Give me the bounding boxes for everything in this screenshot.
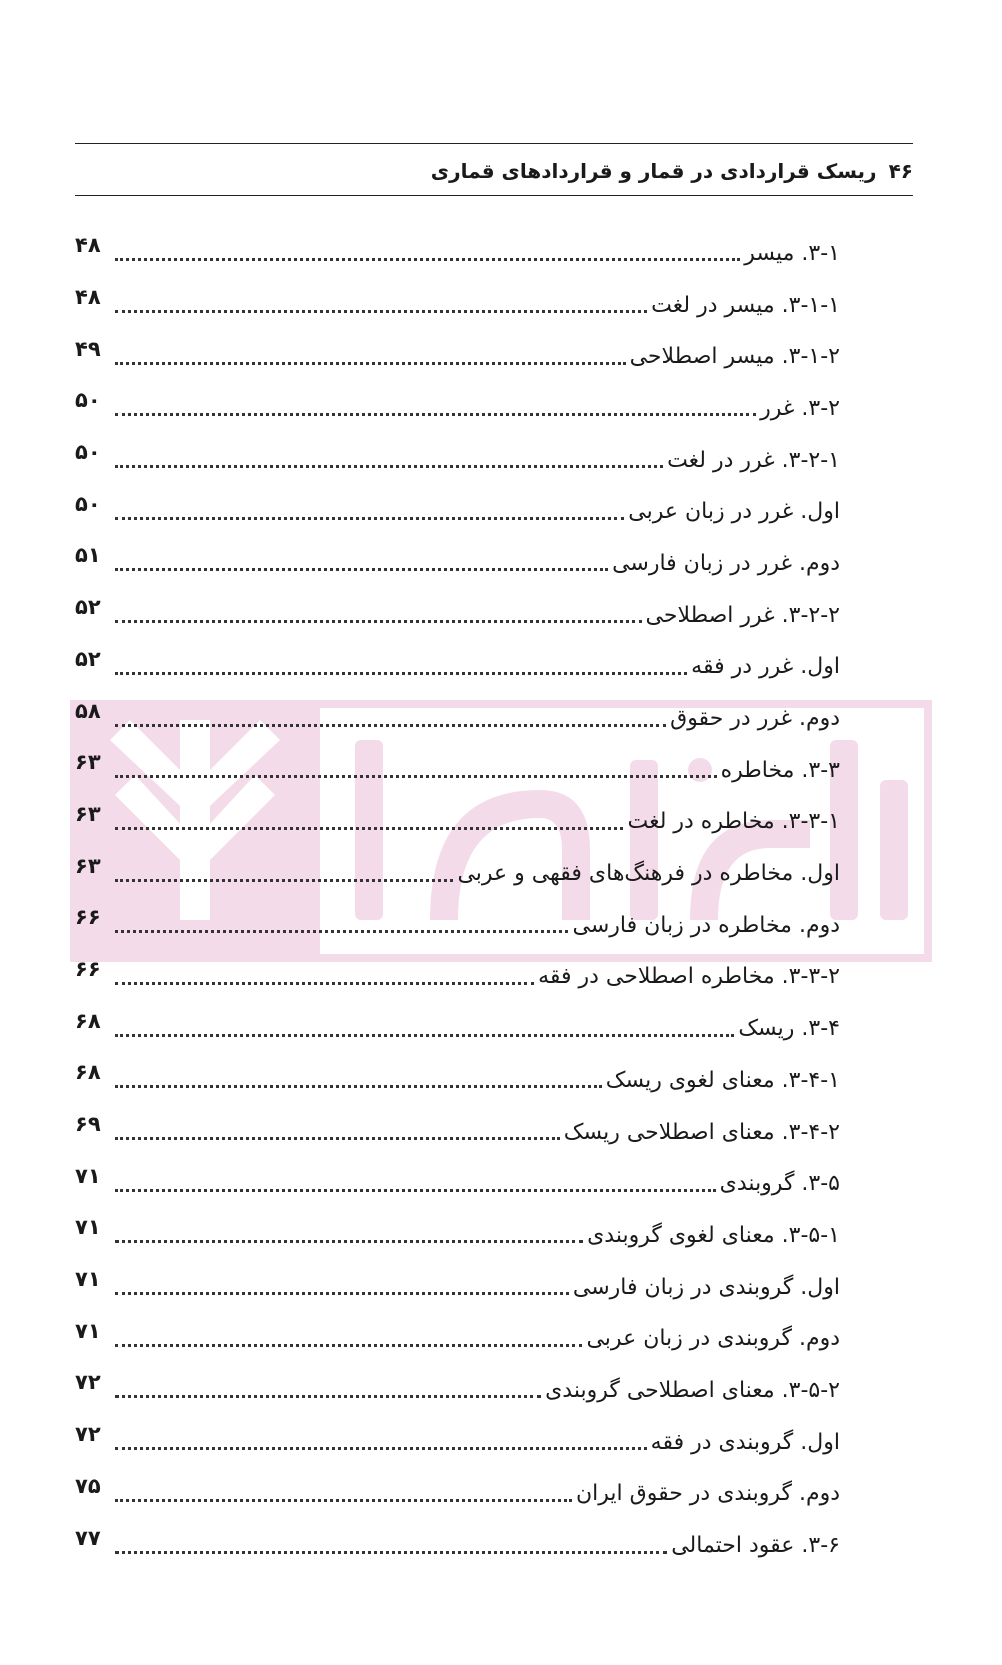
toc-entry-title: ۳-۵-۱. معنای لغوی گروبندی <box>587 1222 840 1248</box>
dot-leader <box>115 568 608 571</box>
toc-entry-title: ۳-۵-۲. معنای اصطلاحی گروبندی <box>545 1377 840 1403</box>
toc-entry[interactable] <box>75 486 840 538</box>
toc-entry[interactable] <box>75 1262 840 1314</box>
toc-entry-title: ۳-۴-۱. معنای لغوی ریسک <box>605 1067 840 1093</box>
toc-entry-title: ۳-۴-۲. معنای اصطلاحی ریسک <box>563 1119 840 1145</box>
dot-leader <box>115 465 663 468</box>
toc-entry[interactable] <box>75 1520 840 1572</box>
toc-entry-page: ۶۹ <box>75 1112 101 1137</box>
header-rule-bottom <box>75 195 913 196</box>
dot-leader <box>115 672 687 675</box>
toc-entry[interactable] <box>75 952 840 1004</box>
dot-leader <box>115 310 647 313</box>
dot-leader <box>115 930 568 933</box>
dot-leader <box>115 1395 541 1398</box>
toc-entry[interactable] <box>75 848 840 900</box>
toc-entry-page: ۷۲ <box>75 1370 101 1395</box>
toc-entry-title: دوم. مخاطره در زبان فارسی <box>572 912 840 938</box>
toc-entry-title: اول. غرر در زبان عربی <box>628 499 840 525</box>
toc-entry[interactable] <box>75 1210 840 1262</box>
toc-entry-title: ۳-۲-۱. غرر در لغت <box>667 447 840 473</box>
toc-entry[interactable] <box>75 590 840 642</box>
toc-entry-title: ۳-۱-۲. میسر اصطلاحی <box>629 344 840 370</box>
toc-entry[interactable] <box>75 797 840 849</box>
toc-entry-page: ۵۸ <box>75 698 101 723</box>
dot-leader <box>115 775 717 778</box>
toc-entry-page: ۵۲ <box>75 595 101 620</box>
dot-leader <box>115 413 756 416</box>
toc-entry-page: ۶۳ <box>75 750 101 775</box>
toc-entry-page: ۵۱ <box>75 543 101 568</box>
dot-leader <box>115 1292 569 1295</box>
toc-entry-title: ۳-۲-۲. غرر اصطلاحی <box>645 602 840 628</box>
toc-entry-page: ۶۸ <box>75 1060 101 1085</box>
toc-entry-title: ۳-۵. گروبندی <box>719 1171 840 1197</box>
toc-entry-title: دوم. گروبندی در زبان عربی <box>586 1326 840 1352</box>
toc-entry-title: ۳-۶. عقود احتمالی <box>671 1533 840 1559</box>
toc-entry-title: ۳-۴. ریسک <box>738 1016 840 1042</box>
toc-entry-page: ۴۸ <box>75 233 101 258</box>
toc-entry[interactable] <box>75 1107 840 1159</box>
toc-entry-page: ۷۷ <box>75 1525 101 1550</box>
toc-entry[interactable] <box>75 1003 840 1055</box>
toc-entry-title: اول. گروبندی در فقه <box>650 1429 840 1455</box>
toc-entry-page: ۵۰ <box>75 491 101 516</box>
toc-entry[interactable] <box>75 642 840 694</box>
dot-leader <box>115 1137 560 1140</box>
toc-entry[interactable] <box>75 1158 840 1210</box>
table-of-contents <box>75 228 840 1572</box>
dot-leader <box>115 517 624 520</box>
toc-entry-title: ۳-۳-۱. مخاطره در لغت <box>627 809 840 835</box>
toc-entry-title: دوم. غرر در زبان فارسی <box>612 550 840 576</box>
dot-leader <box>115 1447 647 1450</box>
toc-entry-page: ۷۱ <box>75 1318 101 1343</box>
toc-entry[interactable] <box>75 1365 840 1417</box>
toc-entry[interactable] <box>75 900 840 952</box>
dot-leader <box>115 1085 602 1088</box>
toc-entry-page: ۴۹ <box>75 336 101 361</box>
toc-entry[interactable] <box>75 435 840 487</box>
toc-entry-page: ۶۸ <box>75 1008 101 1033</box>
dot-leader <box>115 879 453 882</box>
dot-leader <box>115 258 740 261</box>
toc-entry-page: ۶۳ <box>75 853 101 878</box>
toc-entry-title: اول. غرر در فقه <box>691 654 840 680</box>
toc-entry-title: ۳-۳-۲. مخاطره اصطلاحی در فقه <box>538 964 840 990</box>
dot-leader <box>115 1551 667 1554</box>
toc-entry[interactable] <box>75 1417 840 1469</box>
toc-entry[interactable] <box>75 331 840 383</box>
toc-entry-page: ۷۱ <box>75 1163 101 1188</box>
dot-leader <box>115 1240 583 1243</box>
dot-leader <box>115 1499 572 1502</box>
dot-leader <box>115 620 642 623</box>
toc-entry-page: ۷۱ <box>75 1267 101 1292</box>
toc-entry-page: ۵۲ <box>75 646 101 671</box>
toc-entry-page: ۷۵ <box>75 1473 101 1498</box>
dot-leader <box>115 982 534 985</box>
header-rule-top <box>75 143 913 144</box>
toc-entry[interactable] <box>75 745 840 797</box>
toc-entry-page: ۶۶ <box>75 905 101 930</box>
toc-entry[interactable] <box>75 1055 840 1107</box>
toc-entry-title: ۳-۱-۱. میسر در لغت <box>651 292 840 318</box>
toc-entry-title: ۳-۱. میسر <box>744 240 840 266</box>
toc-entry-page: ۶۶ <box>75 956 101 981</box>
running-head <box>75 152 913 190</box>
book-title: ریسک قراردادی در قمار و قراردادهای قماری <box>430 159 877 183</box>
page-number: ۴۶ <box>888 159 913 183</box>
toc-entry-page: ۶۳ <box>75 801 101 826</box>
toc-entry-title: اول. مخاطره در فرهنگ‌های فقهی و عربی <box>457 861 840 887</box>
dot-leader <box>115 1344 582 1347</box>
toc-entry[interactable] <box>75 228 840 280</box>
dot-leader <box>115 724 666 727</box>
toc-entry[interactable] <box>75 693 840 745</box>
toc-entry-title: دوم. غرر در حقوق <box>670 706 840 732</box>
dot-leader <box>115 1034 734 1037</box>
toc-entry[interactable] <box>75 280 840 332</box>
dot-leader <box>115 1189 716 1192</box>
toc-entry-title: اول. گروبندی در زبان فارسی <box>572 1274 840 1300</box>
toc-entry[interactable] <box>75 1469 840 1521</box>
toc-entry-page: ۵۰ <box>75 440 101 465</box>
dot-leader <box>115 362 626 365</box>
toc-entry-page: ۷۱ <box>75 1215 101 1240</box>
toc-entry-title: ۳-۳. مخاطره <box>720 757 840 783</box>
toc-entry-page: ۵۰ <box>75 388 101 413</box>
toc-entry[interactable] <box>75 383 840 435</box>
toc-entry-title: دوم. گروبندی در حقوق ایران <box>576 1481 840 1507</box>
toc-entry-title: ۳-۲. غرر <box>760 395 840 421</box>
toc-entry-page: ۴۸ <box>75 285 101 310</box>
toc-entry-page: ۷۲ <box>75 1422 101 1447</box>
toc-entry[interactable] <box>75 538 840 590</box>
toc-entry[interactable] <box>75 1313 840 1365</box>
dot-leader <box>115 827 623 830</box>
